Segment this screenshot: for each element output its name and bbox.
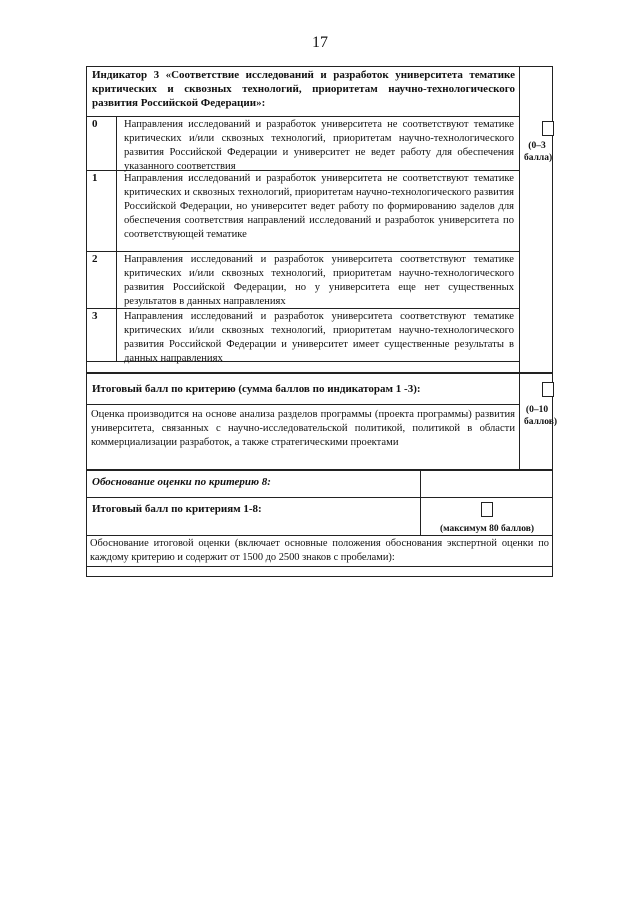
table-divider — [116, 116, 117, 361]
score-input-box[interactable] — [481, 502, 493, 517]
indicator3-title: Индикатор 3 «Соответствие исследований и разработок университета тематике критических и сквозных технологий, приоритетам научно-технологического развития Российской Федерации»: — [92, 69, 515, 109]
score-range-label: (0–3 балла) — [524, 141, 553, 163]
table-divider — [86, 497, 553, 498]
table-divider — [420, 470, 421, 535]
table-divider — [86, 251, 519, 252]
table-divider — [86, 535, 553, 536]
table-divider — [86, 404, 519, 405]
score-description: Направления исследований и разработок университета соответствуют тематике критических и/или сквозных технологий, приоритетам научно-технологического развития Российской Федерации и университет имеет существенные результаты в данных направлениях — [124, 311, 514, 364]
criterion-total-description: Оценка производится на основе анализа разделов программы (проекта программы) развития университета, связанных с научно-исследовательской политикой, политикой в области коммерциализации разработок, а также стратегическими проектами — [91, 409, 515, 448]
page-number: 17 — [312, 34, 328, 51]
table-divider — [86, 566, 553, 567]
score-description: Направления исследований и разработок университета не соответствуют тематике критических и сквозных технологий, приоритетам научно-технологического развития Российской Федерации, но университет ведет работу по формированию заделов для обеспечения соответствия направлений исследований и разработок университета по соответствующей тематике — [124, 173, 514, 240]
score-description: Направления исследований и разработок университета не соответствуют тематике критических и/или сквозных технологий, приоритетам научно-технологического развития Российской Федерации и университет не ведет работу для обеспечения указанного соответствия — [124, 119, 514, 172]
score-value: 2 — [92, 253, 98, 265]
justification-criterion-8-label: Обоснование оценки по критерию 8: — [92, 476, 271, 488]
score-input-box[interactable] — [542, 382, 554, 397]
score-value: 0 — [92, 118, 98, 130]
score-description: Направления исследований и разработок университета соответствуют тематике критических и/или сквозных технологий, приоритетам научно-технологического развития Российской Федерации, но у университета еще нет существенных результатов в данных направлениях — [124, 254, 514, 307]
score-range-label: (0–10 баллов) — [524, 405, 558, 427]
total-all-criteria-label: Итоговый балл по критериям 1-8: — [92, 503, 262, 515]
score-value: 1 — [92, 172, 98, 184]
score-value: 3 — [92, 310, 98, 322]
max-score-label: (максимум 80 баллов) — [439, 524, 535, 534]
table-divider — [519, 66, 520, 373]
table-divider — [519, 373, 520, 470]
score-input-box[interactable] — [542, 121, 554, 136]
final-justification-text: Обоснование итоговой оценки (включает основные положения обоснования экспертной оценки по каждому критерию и содержит от 1500 до 2500 знаков с пробелами): — [90, 538, 549, 563]
criterion-total-title: Итоговый балл по критерию (сумма баллов по индикаторам 1 -3): — [92, 383, 421, 395]
table-divider — [86, 116, 519, 117]
